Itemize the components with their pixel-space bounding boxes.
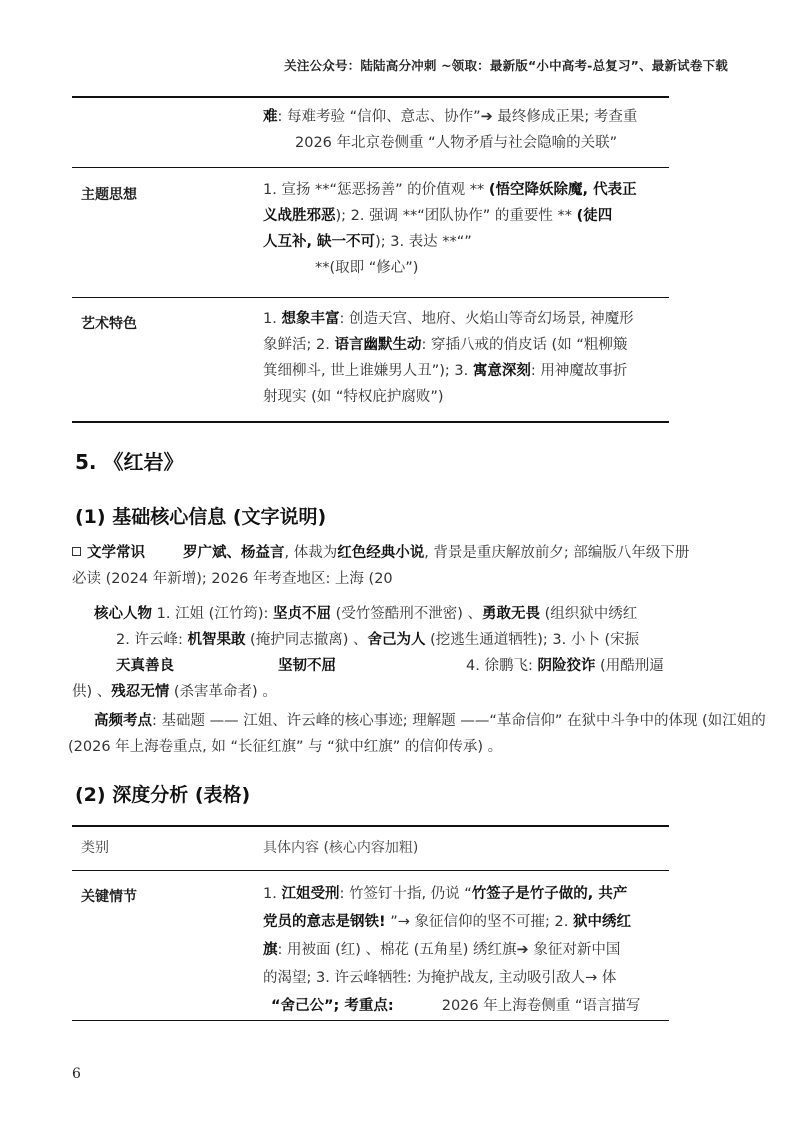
points-paragraph: 高频考点: 基础题 —— 江姐、许云峰的核心事迹; 理解题 ——“革命信仰” 在狱中斗争中的体现 (如江姐的	[94, 713, 766, 729]
column-header-category: 类别	[81, 840, 109, 856]
page-header: 关注公众号：陆陆高分冲刺 ~领取：最新版“小中高考-总复习”、最新试卷下载	[284, 58, 728, 73]
theme-label: 主题思想	[81, 187, 137, 203]
characters-paragraph-end: 供) 、残忍无情 (杀害革命者) 。	[72, 684, 277, 700]
table2-header-rule	[72, 870, 669, 871]
points-paragraph-end: (2026 年上海卷重点, 如 “长征红旗” 与 “狱中红旗” 的信仰传承) 。	[68, 739, 503, 755]
table-bottom-rule	[72, 421, 669, 423]
plot-content: 1. 江姐受刑: 竹签钉十指, 仍说 “竹签子是竹子做的, 共产 党员的意志是钢铁! ”→ 象征信仰的坚不可摧; 2. 狱中绣红 旗: 用被面 (红) 、棉花 (五角星) 绣红旗➔ 象征对新中国 的渴望; 3. 许云峰牺牲: 为掩护战友, 主动吸引敌人→ 体 “舍己公”; 考重点: 2026 年上海卷侧重 “语言描写	[263, 886, 641, 1014]
table-row-rule	[72, 297, 669, 298]
subsection-title-analysis: (2) 深度分析 (表格)	[75, 784, 251, 806]
art-content: 1. 想象丰富: 创造天宫、地府、火焰山等奇幻场景, 神魔形 象鲜活; 2. 语言幽默生动: 穿插八戒的俏皮话 (如 “粗柳簸 箕细柳斗, 世上谁嫌男人丑”); 3. 寓意深刻: 用神魔故事折 射现实 (如 “特权庇护腐败”)	[263, 311, 634, 405]
difficulty-line-1: 难: 每难考验 “信仰、意志、协作”➔ 最终修成正果; 考查重	[263, 109, 638, 125]
literary-paragraph: 文学常识 罗广斌、杨益言, 体裁为红色经典小说, 背景是重庆解放前夕; 部编版八年级下册 必读 (2024 年新增); 2026 年考查地区: 上海 (20	[72, 545, 690, 587]
subsection-title-basic: (1) 基础核心信息 (文字说明)	[75, 506, 327, 528]
plot-label: 关键情节	[81, 889, 137, 905]
table-row-rule	[72, 167, 669, 168]
section-title: 5. 《红岩》	[75, 450, 184, 474]
difficulty-cell	[263, 104, 637, 156]
characters-paragraph: 核心人物 1. 江姐 (江竹筠): 坚贞不屈 (受竹签酷刑不泄密) 、勇敢无畏 (组织狱中绣红 2. 许云峰: 机智果敢 (掩护同志撤离) 、舍己为人 (挖逃生通道牺牲); 3. 小卜 (宋振 天真善良 坚韧不屈 4. 徐鹏飞: 阴险狡诈 (用酷刑逼	[94, 606, 664, 674]
table2-row-rule	[72, 1020, 669, 1021]
table2-top-rule	[72, 825, 669, 827]
page-number: 6	[72, 1066, 81, 1082]
theme-content: 1. 宣扬 **“惩恶扬善” 的价值观 ** (悟空降妖除魔, 代表正 义战胜邪恶); 2. 强调 **“团队协作” 的重要性 ** (徒四 人互补, 缺一不可); 3. 表达 **“” **(取即 “修心”)	[263, 182, 637, 276]
column-header-content: 具体内容 (核心内容加粗)	[263, 840, 419, 856]
table-top-rule	[72, 96, 669, 98]
bullet-icon	[72, 547, 81, 556]
difficulty-line-2: 2026 年北京卷侧重 “人物矛盾与社会隐喻的关联”	[295, 135, 618, 151]
art-label: 艺术特色	[81, 316, 137, 332]
